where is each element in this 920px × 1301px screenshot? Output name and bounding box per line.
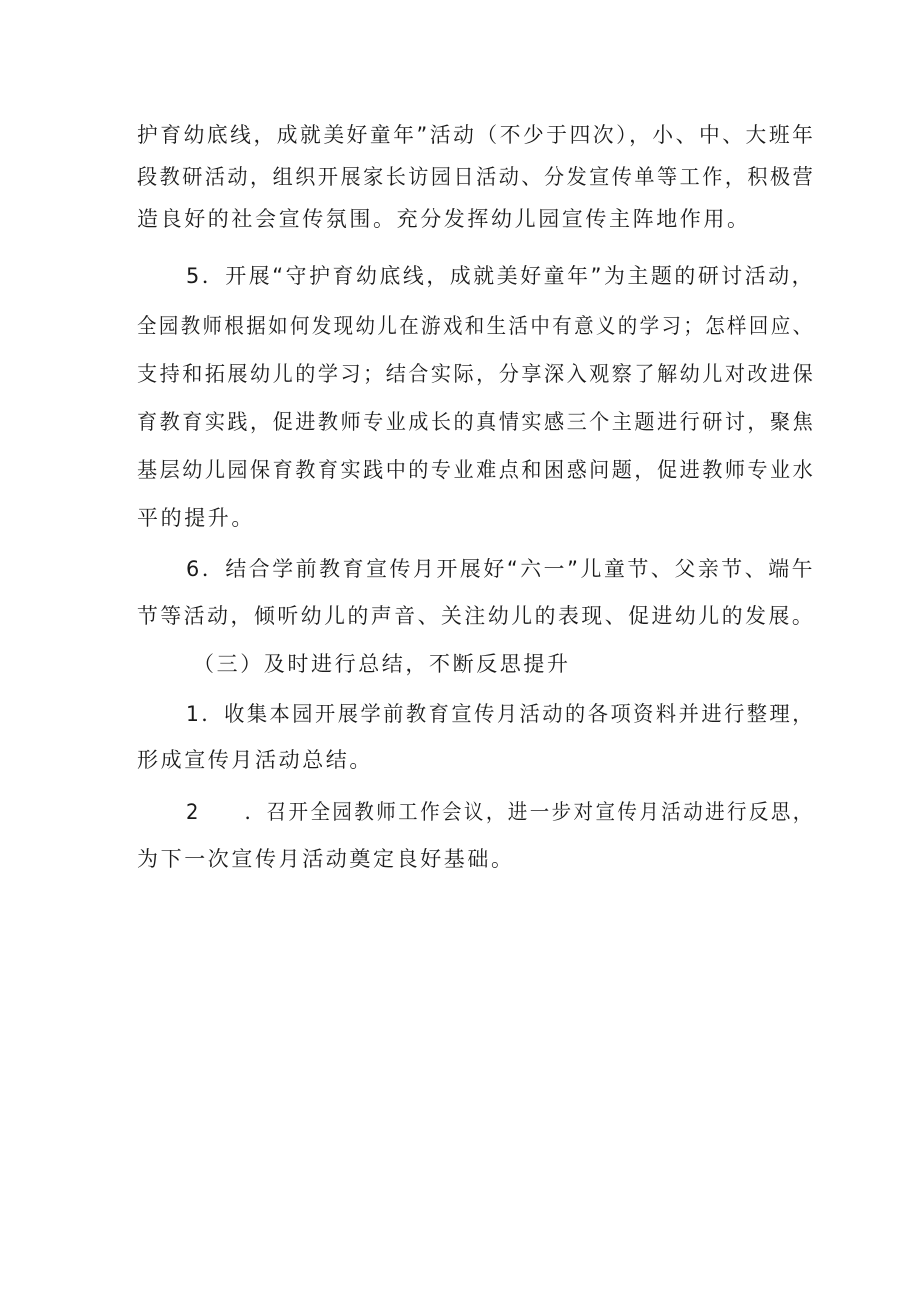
text-line: 护育幼底线，成就美好童年”活动（不少于四次），小、中、大班年	[137, 123, 816, 147]
text-line: 平的提升。	[137, 506, 255, 530]
section-heading-text: （三）及时进行总结，不断反思提升	[193, 652, 571, 676]
text-line: 节等活动，倾听幼儿的声音、关注幼儿的表现、促进幼儿的发展。	[137, 604, 816, 628]
text-line: 造良好的社会宣传氛围。充分发挥幼儿园宣传主阵地作用。	[137, 207, 751, 231]
text-line: 1．收集本园开展学前教育宣传月活动的各项资料并进行整理，	[186, 702, 816, 726]
text-line: 支持和拓展幼儿的学习；结合实际，分享深入观察了解幼儿对改进保	[137, 362, 816, 386]
text-line: 为下一次宣传月活动奠定良好基础。	[137, 847, 515, 871]
text-line: 育教育实践，促进教师专业成长的真情实感三个主题进行研讨，聚焦	[137, 410, 816, 434]
text-line: 形成宣传月活动总结。	[137, 748, 373, 772]
text-line: 全园教师根据如何发现幼儿在游戏和生活中有意义的学习；怎样回应、	[137, 314, 815, 338]
text-line: 5．开展“守护育幼底线，成就美好童年”为主题的研讨活动，	[186, 264, 816, 288]
text-line: 2 ．召开全园教师工作会议，进一步对宣传月活动进行反思，	[186, 800, 815, 824]
text-line: 段教研活动，组织开展家长访园日活动、分发宣传单等工作，积极营	[137, 165, 816, 189]
text-line: 基层幼儿园保育教育实践中的专业难点和困惑问题，促进教师专业水	[137, 458, 816, 482]
text-line: 6．结合学前教育宣传月开展好“六一”儿童节、父亲节、端午	[186, 557, 816, 581]
